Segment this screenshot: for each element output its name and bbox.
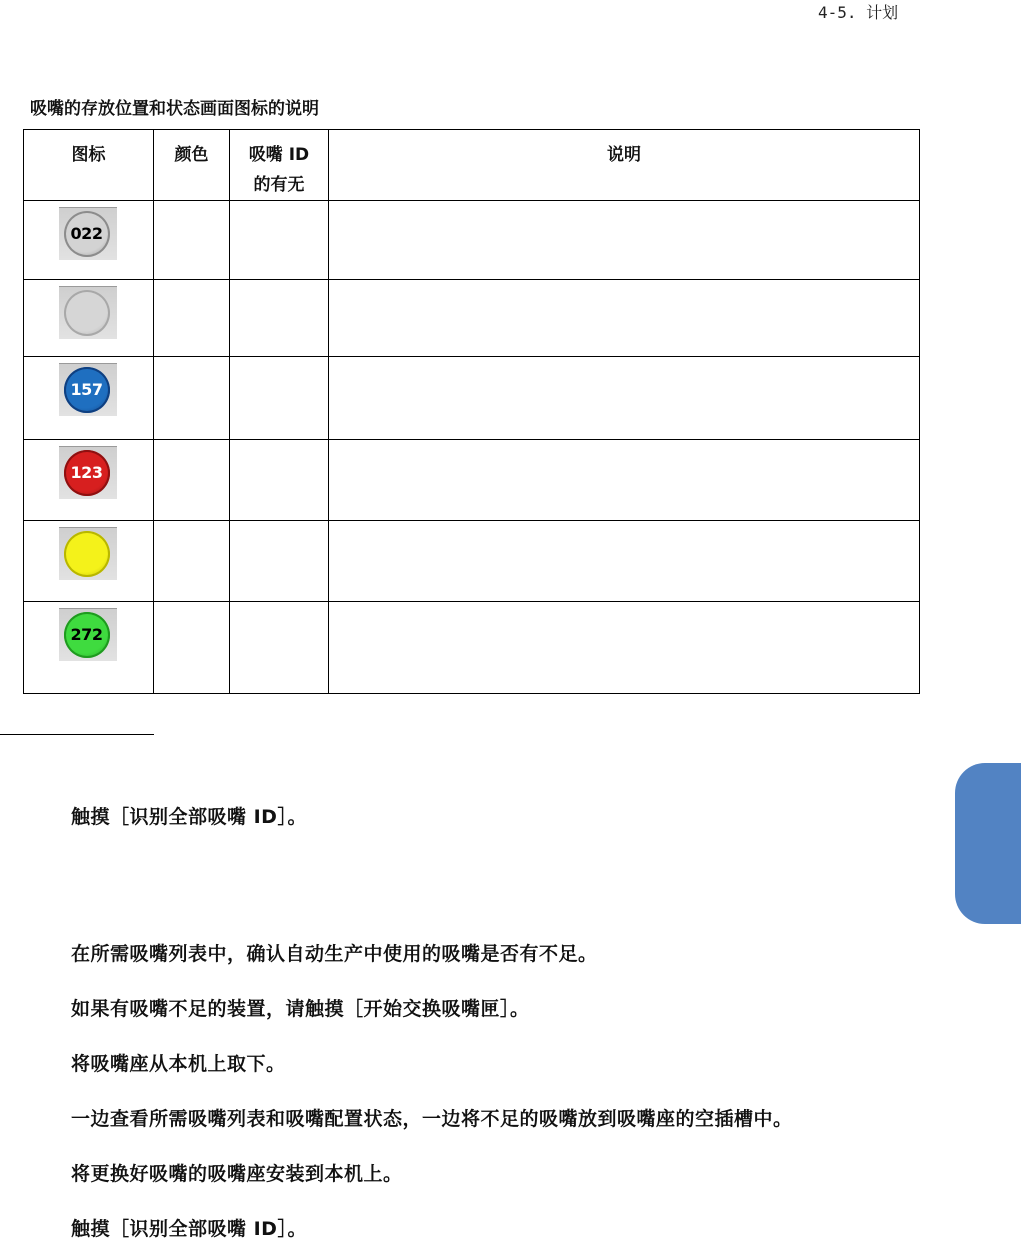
nozzle-disc: [64, 290, 110, 336]
header-nozzle-id-presence: [230, 130, 329, 201]
color-cell: [154, 280, 230, 357]
id-presence-cell: [230, 201, 329, 280]
step-fill-empty-slots: 一边查看所需吸嘴列表和吸嘴配置状态，一边将不足的吸嘴放到吸嘴座的空插槽中。: [71, 1108, 793, 1130]
table-header-row: [24, 130, 920, 201]
step-mount-holder: 将更换好吸嘴的吸嘴座安装到本机上。: [71, 1163, 403, 1185]
description-cell: [329, 440, 920, 521]
icon-cell: [24, 201, 154, 280]
table-row: [24, 602, 920, 694]
icon-cell: [24, 602, 154, 694]
page-header-section: 4-5. 计划: [818, 3, 899, 22]
chapter-tab: [955, 763, 1021, 924]
color-cell: [154, 521, 230, 602]
description-cell: [329, 521, 920, 602]
id-presence-cell: [230, 602, 329, 694]
green-nozzle-272-icon: [59, 608, 117, 661]
description-cell: [329, 280, 920, 357]
color-cell: [154, 602, 230, 694]
header-icon: 图标: [24, 130, 154, 201]
nozzle-icon-legend-table: [23, 129, 920, 694]
header-description: 说明: [329, 130, 920, 201]
table-row: [24, 521, 920, 602]
description-cell: [329, 201, 920, 280]
table-row: [24, 201, 920, 280]
step-touch-identify-all-again: 触摸［识别全部吸嘴 ID］。: [71, 1218, 307, 1240]
table-row: [24, 440, 920, 521]
icon-cell: [24, 280, 154, 357]
icon-cell: [24, 521, 154, 602]
nozzle-disc: 272: [64, 612, 110, 658]
id-presence-cell: [230, 280, 329, 357]
step-confirm-shortage: 在所需吸嘴列表中，确认自动生产中使用的吸嘴是否有不足。: [71, 943, 598, 965]
color-cell: [154, 201, 230, 280]
color-cell: [154, 357, 230, 440]
description-cell: [329, 602, 920, 694]
step-touch-identify-all: 触摸［识别全部吸嘴 ID］。: [71, 806, 307, 828]
gray-nozzle-022-icon: [59, 207, 117, 260]
step-start-exchange: 如果有吸嘴不足的装置，请触摸［开始交换吸嘴匣］。: [71, 998, 530, 1020]
empty-nozzle-icon: [59, 286, 117, 339]
yellow-nozzle-icon: [59, 527, 117, 580]
id-presence-cell: [230, 357, 329, 440]
red-nozzle-123-icon: [59, 446, 117, 499]
icon-cell: [24, 440, 154, 521]
header-color: 颜色: [154, 130, 230, 201]
icon-cell: [24, 357, 154, 440]
header-nozzle-id-line2: 的有无: [253, 175, 305, 195]
nozzle-disc: 123: [64, 450, 110, 496]
table-row: [24, 357, 920, 440]
id-presence-cell: [230, 440, 329, 521]
blue-nozzle-157-icon: [59, 363, 117, 416]
nozzle-disc: 157: [64, 367, 110, 413]
nozzle-disc: 022: [64, 211, 110, 257]
header-nozzle-id-line1: 吸嘴 ID: [248, 145, 310, 165]
color-cell: [154, 440, 230, 521]
section-title: 吸嘴的存放位置和状态画面图标的说明: [30, 99, 319, 119]
id-presence-cell: [230, 521, 329, 602]
description-cell: [329, 357, 920, 440]
footnote-divider: [0, 734, 154, 735]
step-remove-holder: 将吸嘴座从本机上取下。: [71, 1053, 286, 1075]
table-row: [24, 280, 920, 357]
nozzle-disc: [64, 531, 110, 577]
